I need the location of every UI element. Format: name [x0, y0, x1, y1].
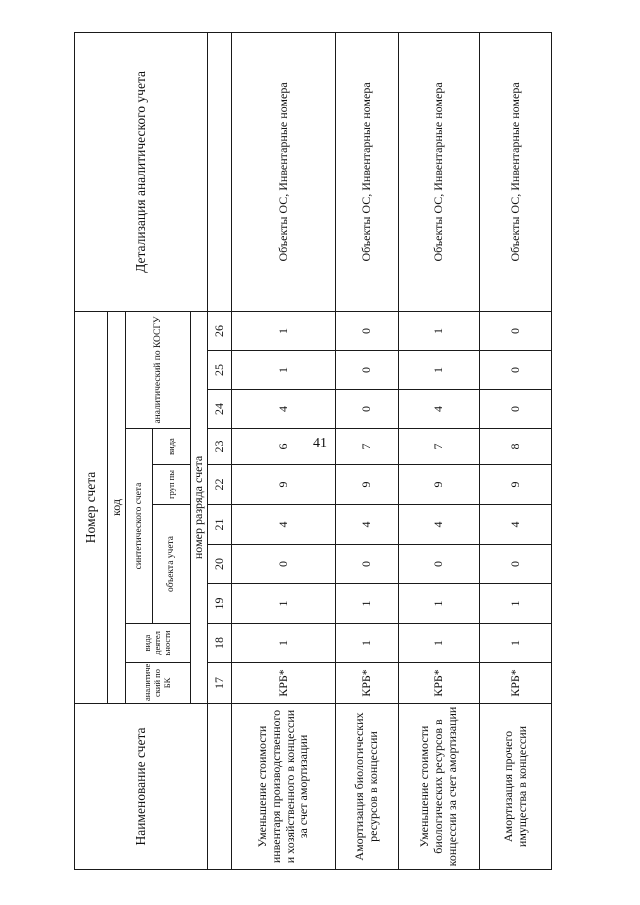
digit-cell: 7: [399, 429, 480, 465]
digit-cell: 0: [336, 311, 399, 350]
digit-cell: 1: [399, 351, 480, 390]
digit-cell: 0: [336, 351, 399, 390]
digit-cell: 1: [399, 624, 480, 663]
digit-cell: 4: [399, 390, 480, 429]
digit-cell: 0: [480, 351, 552, 390]
page-number: 41: [313, 436, 327, 451]
table-row: [336, 32, 399, 869]
digit-position: 25: [208, 351, 232, 390]
analytic-bk-header: аналитиче ский по БК: [126, 663, 191, 704]
digit-cell: 0: [480, 390, 552, 429]
digit-cell: 0: [480, 545, 552, 584]
table-row: [480, 32, 552, 869]
detail-cell: Объекты ОС, Инвентарные номера: [336, 32, 399, 311]
digit-position: 23: [208, 429, 232, 465]
digit-cell: 0: [336, 545, 399, 584]
digit-cell: 1: [480, 624, 552, 663]
detail-cell: Объекты ОС, Инвентарные номера: [232, 32, 336, 311]
account-name-header: Наименование счета: [75, 704, 208, 870]
digit-cell: 7: [336, 429, 399, 465]
digit-cell: 1: [336, 624, 399, 663]
account-table: [74, 32, 552, 870]
detail-header: Детализация аналитического учета: [75, 32, 208, 311]
digit-cell: 1: [232, 624, 336, 663]
detail-cell: Объекты ОС, Инвентарные номера: [480, 32, 552, 311]
digit-cell: 1: [480, 584, 552, 624]
digit-cell: 4: [232, 390, 336, 429]
bk-cell: КРБ*: [232, 663, 336, 704]
digit-cell: 9: [480, 465, 552, 505]
kind-header: вида: [153, 429, 191, 465]
empty-cell: [208, 704, 232, 870]
digit-cell: 0: [232, 545, 336, 584]
digit-cell: 0: [336, 390, 399, 429]
synthetic-account-header: синтетического счета: [126, 429, 153, 624]
digit-cell: 1: [232, 351, 336, 390]
digit-positions-row: [208, 32, 232, 869]
digit-cell: 8: [480, 429, 552, 465]
digit-position: 26: [208, 311, 232, 350]
table-row: [232, 32, 336, 869]
bk-cell: КРБ*: [480, 663, 552, 704]
bk-cell: КРБ*: [399, 663, 480, 704]
empty-cell: [208, 32, 232, 311]
digit-position: 19: [208, 584, 232, 624]
detail-cell: Объекты ОС, Инвентарные номера: [399, 32, 480, 311]
digit-cell: 4: [480, 505, 552, 545]
digit-cell: 4: [232, 505, 336, 545]
account-name-cell: Уменьшение стоимости инвентаря производственного и хозяйственного в концессии за счет амортизации: [232, 704, 336, 870]
digit-cell: 9: [232, 465, 336, 505]
digit-cell: 1: [399, 311, 480, 350]
analytic-kosgu-header: аналитический по КОСГУ: [126, 311, 191, 428]
digit-cell: 4: [399, 505, 480, 545]
digit-number-header: номер разряда счета: [191, 311, 208, 703]
digit-cell: 0: [480, 311, 552, 350]
bk-cell: КРБ*: [336, 663, 399, 704]
rotated-table-wrapper: [74, 33, 551, 870]
digit-cell: 1: [399, 584, 480, 624]
digit-position: 17: [208, 663, 232, 704]
account-object-header: объекта учета: [153, 505, 191, 624]
account-name-cell: Амортизация прочего имущества в концессии: [480, 704, 552, 870]
digit-cell: 6: [232, 429, 336, 465]
code-header: код: [108, 311, 126, 703]
digit-position: 21: [208, 505, 232, 545]
account-number-header: Номер счета: [75, 311, 108, 703]
account-name-cell: Амортизация биологических ресурсов в концессии: [336, 704, 399, 870]
table-row: [399, 32, 480, 869]
digit-cell: 0: [399, 545, 480, 584]
header-row-1: [75, 32, 108, 869]
digit-cell: 1: [232, 311, 336, 350]
digit-cell: 9: [399, 465, 480, 505]
activity-type-header: вида деятел ьности: [126, 624, 191, 663]
digit-position: 20: [208, 545, 232, 584]
digit-position: 22: [208, 465, 232, 505]
digit-cell: 4: [336, 505, 399, 545]
digit-position: 18: [208, 624, 232, 663]
digit-position: 24: [208, 390, 232, 429]
group-header: груп пы: [153, 465, 191, 505]
digit-cell: 1: [336, 584, 399, 624]
digit-cell: 9: [336, 465, 399, 505]
account-name-cell: Уменьшение стоимости биологических ресурсов в концессии за счет амортизации: [399, 704, 480, 870]
digit-cell: 1: [232, 584, 336, 624]
